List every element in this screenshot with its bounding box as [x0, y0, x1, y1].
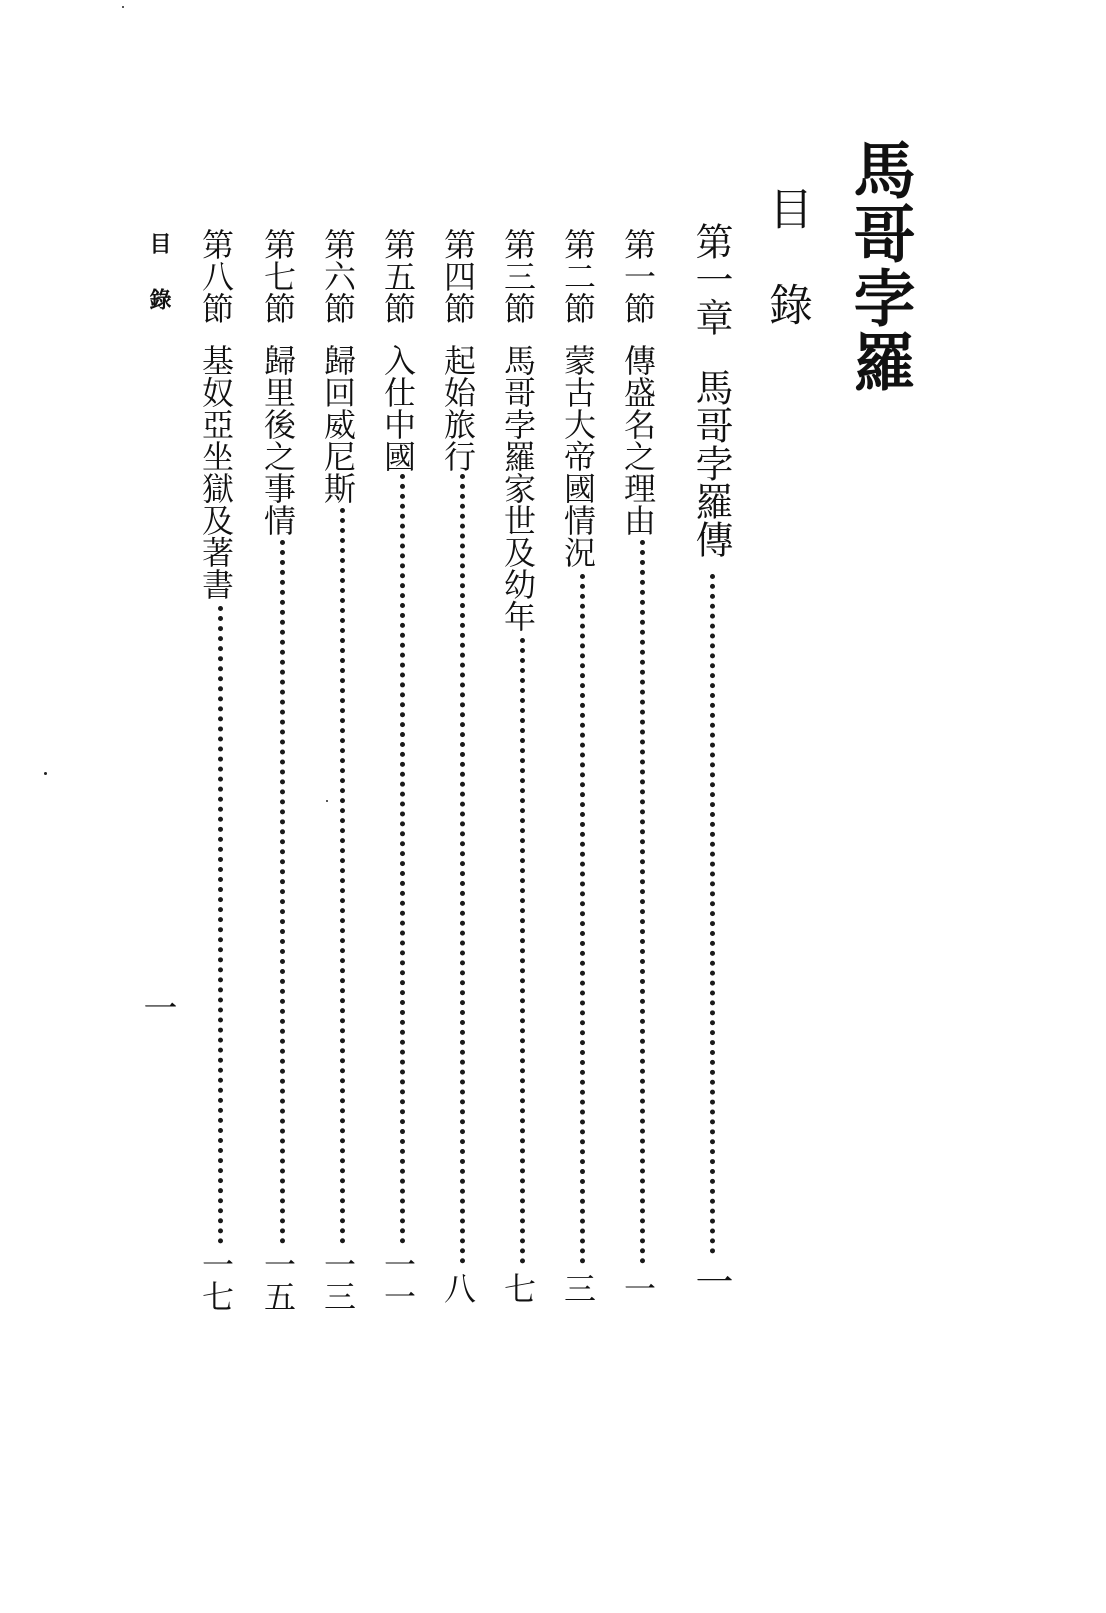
toc-entry-section-3[interactable]	[499, 228, 542, 1304]
dot-leader	[340, 508, 345, 1244]
section-label: 第一節	[619, 228, 657, 324]
toc-entry-section-2[interactable]	[559, 228, 602, 1304]
running-head: 目錄	[146, 232, 172, 344]
section-page-number: 一三	[319, 1248, 357, 1312]
section-page-number: 一七	[197, 1248, 235, 1312]
dot-leader	[710, 574, 715, 1254]
section-page-number: 八	[439, 1272, 477, 1304]
section-title: 傳盛名之理由	[619, 344, 657, 536]
section-page-number: 一一	[379, 1248, 417, 1312]
section-page-number: 一五	[259, 1248, 297, 1312]
toc-entry-section-4[interactable]	[439, 228, 482, 1304]
toc-entry-chapter-1[interactable]	[689, 222, 733, 1302]
section-label: 第三節	[499, 228, 537, 324]
chapter-label: 第一章	[689, 222, 733, 336]
dot-leader	[400, 474, 405, 1244]
section-label: 第四節	[439, 228, 477, 324]
section-page-number: 三	[559, 1272, 597, 1304]
section-page-number: 一	[619, 1272, 657, 1304]
dot-leader	[520, 638, 525, 1264]
section-title: 歸里後之事情	[259, 344, 297, 536]
scan-speck	[122, 6, 124, 8]
toc-entry-section-1[interactable]	[619, 228, 662, 1304]
section-label: 第五節	[379, 228, 417, 324]
toc-entry-section-7[interactable]	[259, 228, 302, 1312]
toc-heading: 目錄	[761, 186, 812, 378]
scan-speck	[326, 800, 328, 802]
section-label: 第八節	[197, 228, 235, 324]
toc-entry-section-6[interactable]	[319, 228, 362, 1312]
chapter-page-number: 一	[689, 1262, 733, 1300]
book-title: 馬哥孛羅	[843, 138, 916, 394]
section-title: 蒙古大帝國情況	[559, 344, 597, 568]
toc-entry-section-8[interactable]	[197, 228, 240, 1312]
dot-leader	[580, 574, 585, 1264]
section-title: 歸回威尼斯	[319, 344, 357, 504]
section-title: 馬哥孛羅家世及幼年	[499, 344, 537, 632]
section-label: 第六節	[319, 228, 357, 324]
section-title: 入仕中國	[379, 344, 417, 472]
chapter-title: 馬哥孛羅傳	[689, 368, 733, 558]
scan-speck	[44, 772, 47, 775]
section-label: 第七節	[259, 228, 297, 324]
section-title: 起始旅行	[439, 344, 477, 472]
toc-entry-section-5[interactable]	[379, 228, 422, 1312]
dot-leader	[280, 540, 285, 1244]
dot-leader	[640, 540, 645, 1264]
section-label: 第二節	[559, 228, 597, 324]
section-title: 基奴亞坐獄及著書	[197, 344, 235, 600]
dot-leader	[218, 606, 223, 1244]
section-page-number: 七	[499, 1272, 537, 1304]
folio-number: 一	[137, 990, 177, 1024]
dot-leader	[460, 474, 465, 1264]
